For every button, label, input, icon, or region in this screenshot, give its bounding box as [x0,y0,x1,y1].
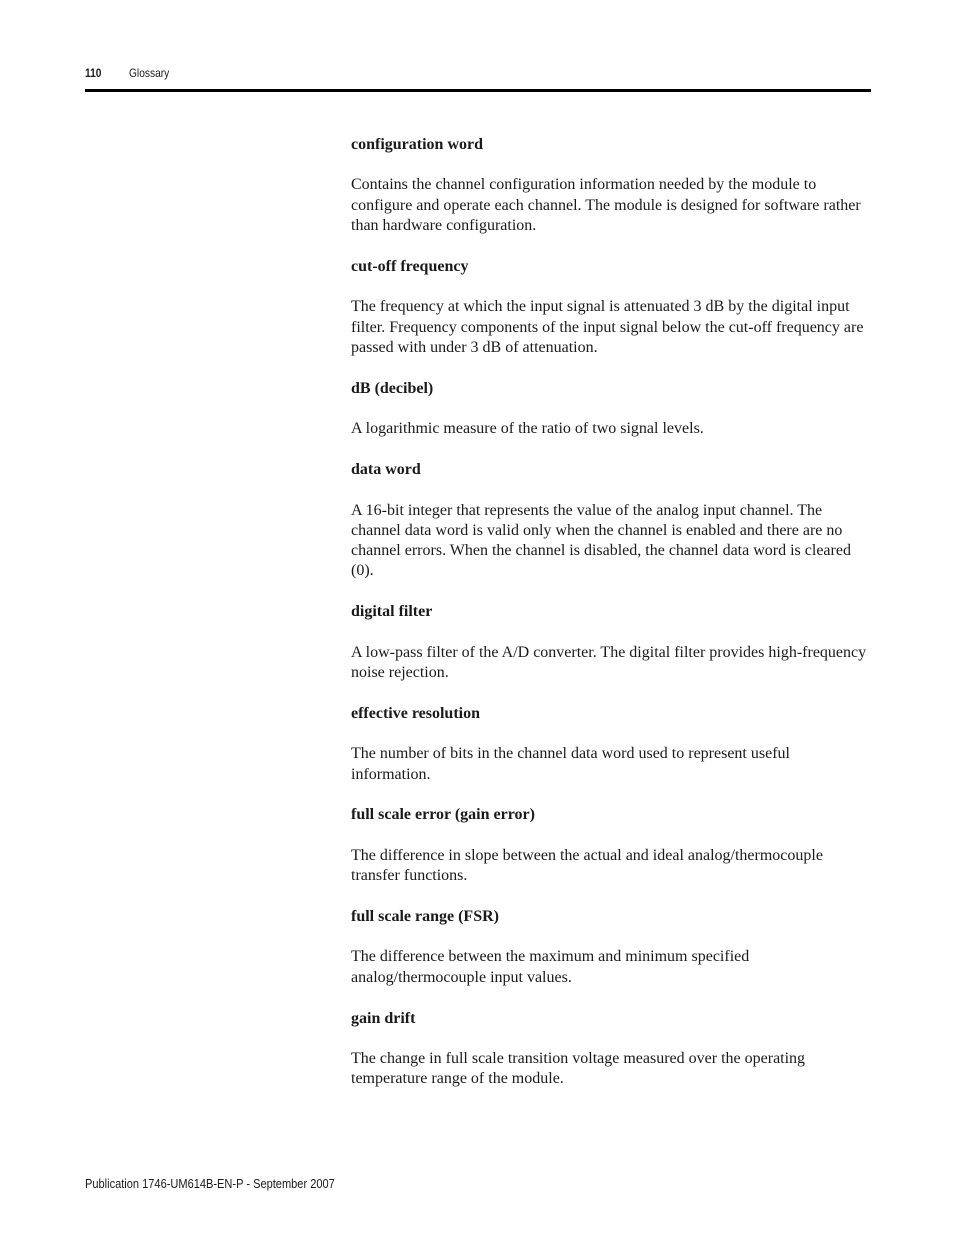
glossary-definition: The change in full scale transition voltage measured over the operating temperature range of the module. [351,1050,806,1088]
header-rule [85,89,871,92]
glossary-entry [351,1009,871,1090]
glossary-entry [351,805,871,886]
glossary-entry [351,135,871,236]
glossary-definition: A low-pass filter of the A/D converter. The digital filter provides high-frequency noise rejection. [351,643,867,681]
glossary-entry [351,460,871,582]
glossary-term: full scale error (gain error) [351,806,535,824]
glossary-term: effective resolution [351,704,480,722]
glossary-entry [351,602,871,683]
publication-footer: Publication 1746-UM614B-EN-P - September 2007 [85,1176,335,1191]
glossary-definition: The difference between the maximum and minimum specified analog/thermocouple input values. [351,948,750,986]
glossary-term: data word [351,461,421,479]
glossary-definition: A logarithmic measure of the ratio of two signal levels. [351,420,704,438]
glossary-definition: A 16-bit integer that represents the value of the analog input channel. The channel data word is valid only when the channel is enabled and there are no channel errors. When the channel is disabled, the channel data word is cleared (0). [351,501,851,580]
page-header [85,66,871,86]
glossary-term: cut-off frequency [351,257,469,275]
glossary-definition: The frequency at which the input signal is attenuated 3 dB by the digital input filter. Frequency components of the input signal below the cut-off frequency are passed with under 3 dB of attenuation. [351,298,864,356]
glossary-definition: Contains the channel configuration information needed by the module to configure and operate each channel. The module is designed for software rather than hardware configuration. [351,176,861,235]
glossary-entry [351,907,871,988]
page-number: 110 [85,66,102,80]
glossary-entry [351,257,871,358]
glossary-entry [351,704,871,785]
glossary-term: full scale range (FSR) [351,907,499,925]
glossary-term: digital filter [351,603,433,621]
glossary-term: gain drift [351,1009,416,1027]
glossary-definition: The number of bits in the channel data word used to represent useful information. [351,745,790,783]
glossary-definition: The difference in slope between the actual and ideal analog/thermocouple transfer functions. [351,846,823,885]
section-title: Glossary [129,66,170,80]
glossary-list [351,135,871,1110]
glossary-entry [351,379,871,440]
glossary-term: configuration word [351,136,483,153]
glossary-term: dB (decibel) [351,379,434,397]
